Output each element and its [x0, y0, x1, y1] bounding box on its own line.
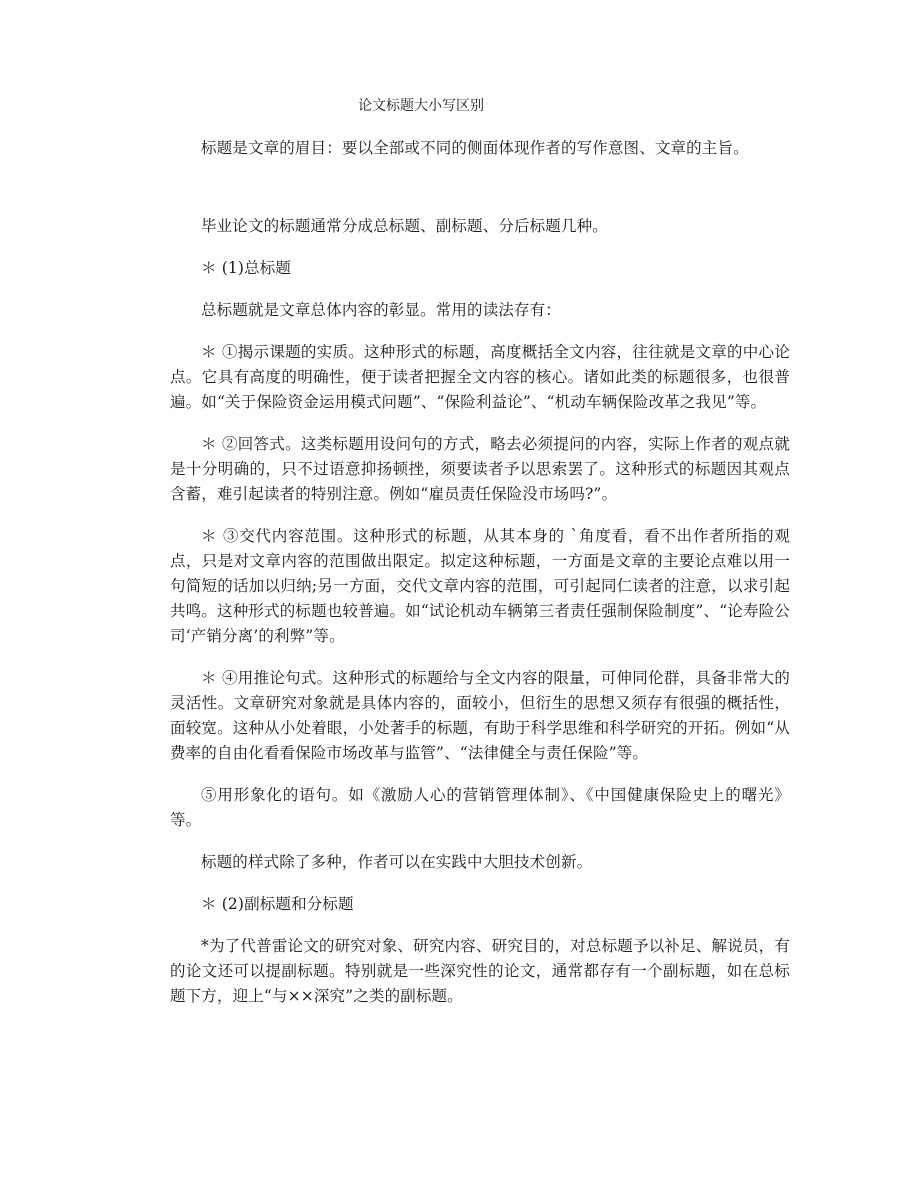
paragraph-item-3: ＊ ③交代内容范围。这种形式的标题，从其本身的 `角度看，看不出作者所指的观点，只是对文章内容的范围做出限定。拟定这种标题，一方面是文章的主要论点难以用一句简短的话加以归纳;另一方面，交代文章内容的范围，可引起同仁读者的注意，以求引起共鸣。这种形式的标题也较普遍。如“试论机动车辆第三者责任强制保险制度”、“论寿险公司‘产销分离’的利弊”等。	[170, 527, 790, 645]
document-body	[170, 136, 790, 1026]
paragraph-intro: 标题是文章的眉目：要以全部或不同的侧面体现作者的写作意图、文章的主旨。	[201, 139, 749, 157]
section-heading-main-title: ＊ (1)总标题	[201, 259, 292, 277]
paragraph-title-types: 毕业论文的标题通常分成总标题、副标题、分后标题几种。	[201, 217, 608, 235]
paragraph-item-4: ＊ ④用推论句式。这种形式的标题给与全文内容的限量，可伸同伦群，具备非常大的灵活性。文章研究对象就是具体内容的，面较小，但衍生的思想又须存有很强的概括性，面较宽。这种从小处着眼，小处著手的标题，有助于科学思维和科学研究的开拓。例如“从费率的自由化看看保险市场改革与监管”、“法律健全与责任保险”等。	[170, 669, 790, 762]
paragraph-item-5: ⑤用形象化的语句。如《激励人心的营销管理体制》、《中国健康保险史上的曙光》等。	[170, 786, 790, 829]
paragraph-main-title-desc: 总标题就是文章总体内容的彰显。常用的读法存有：	[201, 301, 561, 319]
section-heading-subtitle: ＊ (2)副标题和分标题	[201, 895, 354, 913]
paragraph-item-1: ＊ ①揭示课题的实质。这种形式的标题，高度概括全文内容，往往就是文章的中心论点。它具有高度的明确性，便于读者把握全文内容的核心。诸如此类的标题很多，也很普遍。如“关于保险资金运用模式问题”、“保险利益论”、“机动车辆保险改革之我见”等。	[170, 343, 790, 411]
paragraph-item-2: ＊ ②回答式。这类标题用设问句的方式，略去必须提问的内容，实际上作者的观点就是十分明确的，只不过语意抑扬顿挫，须要读者予以思索罢了。这种形式的标题因其观点含蓄，难引起读者的特别注意。例如“雇员责任保险没市场吗?”。	[170, 435, 790, 503]
document-title: 论文标题大小写区别	[358, 98, 484, 114]
paragraph-subtitle-desc: *为了代普雷论文的研究对象、研究内容、研究目的，对总标题予以补足、解说员，有的论文还可以提副标题。特别就是一些深究性的论文，通常都存有一个副标题，如在总标题下方，迎上“与××深究”之类的副标题。	[170, 937, 790, 1005]
paragraph-title-styles: 标题的样式除了多种，作者可以在实践中大胆技术创新。	[201, 853, 593, 871]
